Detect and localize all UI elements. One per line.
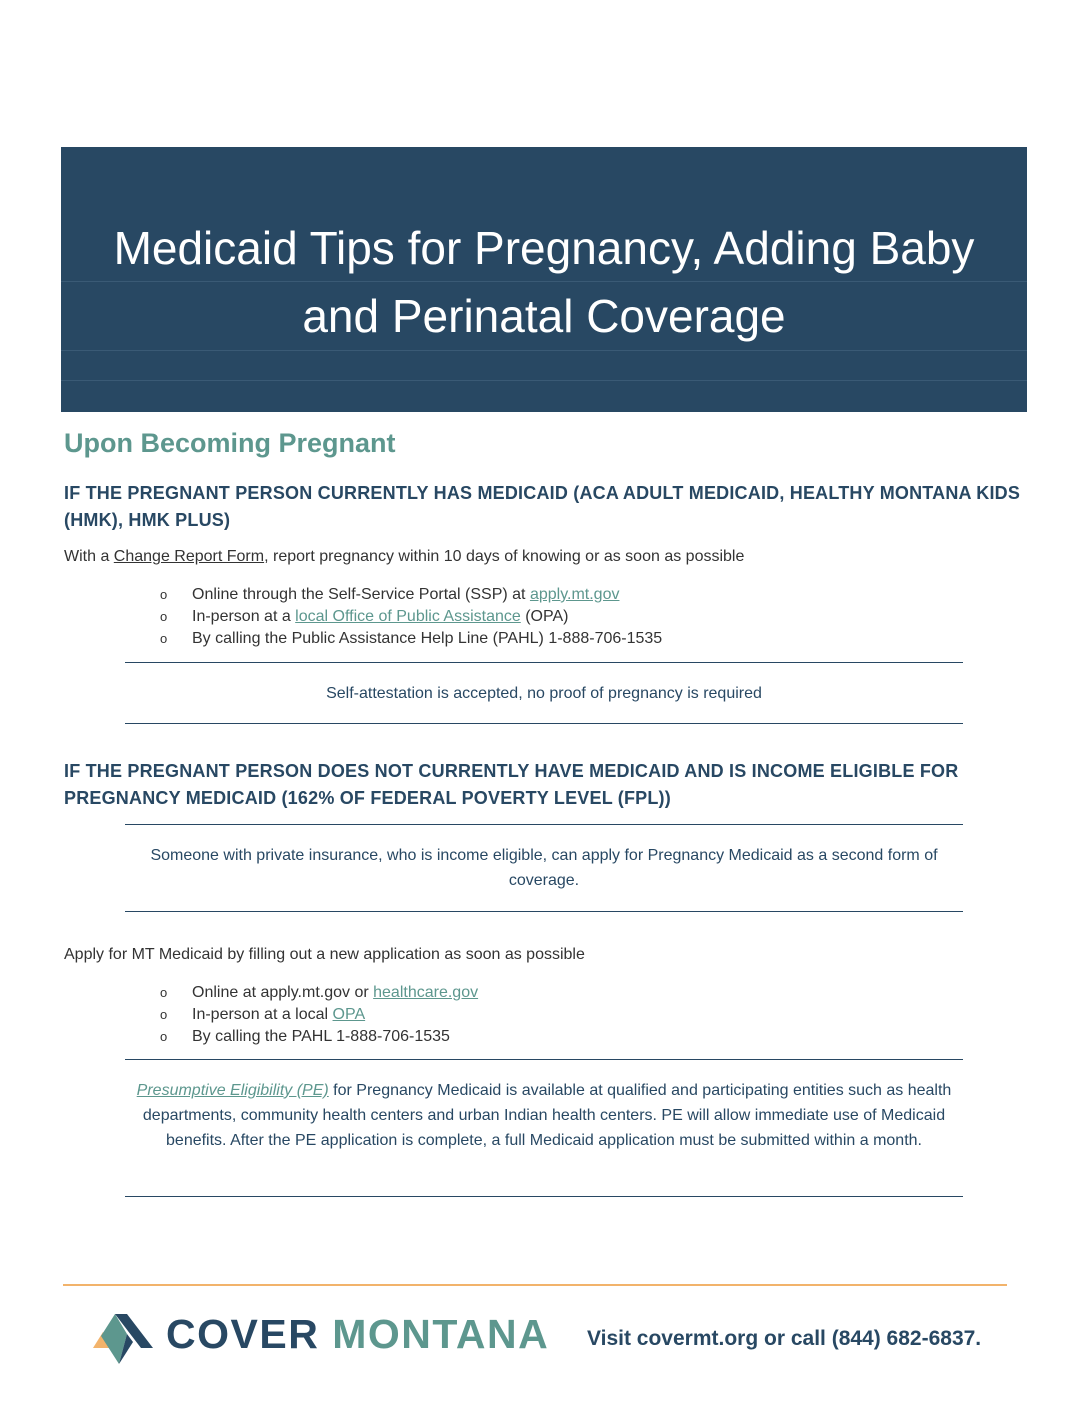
- change-report-intro: With a Change Report Form, report pregnancy within 10 days of knowing or as soon as possible: [64, 548, 745, 565]
- banner-divider: [61, 350, 1027, 351]
- cover-montana-logo-icon: [93, 1312, 153, 1364]
- apply-intro: Apply for MT Medicaid by filling out a new application as soon as possible: [64, 946, 585, 963]
- callout-rule: [125, 911, 963, 912]
- footer-contact: Visit covermt.org or call (844) 682-6837.: [587, 1327, 982, 1350]
- cover-montana-wordmark: [166, 1311, 549, 1358]
- bullet-icon: o: [160, 985, 168, 1000]
- list-item: o Online at apply.mt.gov or healthcare.gov: [160, 982, 478, 1004]
- healthcare-gov-link[interactable]: healthcare.gov: [373, 984, 479, 1001]
- list-item: o By calling the Public Assistance Help Line (PAHL) 1-888-706-1535: [160, 628, 662, 650]
- subsection-heading-no-medicaid: IF THE PREGNANT PERSON DOES NOT CURRENTLY HAVE MEDICAID AND IS INCOME ELIGIBLE FOR PREGNANCY MEDICAID (162% OF FEDERAL POVERTY LEVEL (FPL)): [64, 761, 959, 808]
- opa-link[interactable]: OPA: [332, 1006, 366, 1023]
- apply-mt-gov-link[interactable]: apply.mt.gov: [529, 586, 620, 603]
- callout-rule: [125, 1196, 963, 1197]
- local-opa-link[interactable]: local Office of Public Assistance: [295, 608, 521, 625]
- section-heading: Upon Becoming Pregnant: [64, 428, 396, 458]
- apply-methods-list: [160, 982, 478, 1048]
- callout-rule: [125, 824, 963, 825]
- brand-cover: COVER: [166, 1311, 320, 1357]
- private-insurance-note: Someone with private insurance, who is income eligible, can apply for Pregnancy Medicaid as a second form of coverage.: [150, 847, 938, 889]
- callout-rule: [125, 723, 963, 724]
- subsection-heading-has-medicaid: IF THE PREGNANT PERSON CURRENTLY HAS MEDICAID (ACA ADULT MEDICAID, HEALTHY MONTANA KIDS (HMK), HMK PLUS): [64, 483, 1021, 530]
- change-report-form-link[interactable]: Change Report Form: [113, 548, 265, 565]
- callout-rule: [125, 1059, 963, 1060]
- list-item: o In-person at a local Office of Public Assistance (OPA): [160, 606, 662, 628]
- list-item: o In-person at a local OPA: [160, 1004, 478, 1026]
- bullet-icon: o: [160, 587, 168, 602]
- presumptive-eligibility-note: Presumptive Eligibility (PE) for Pregnancy Medicaid is available at qualified and participating entities such as health departments, community health centers and urban Indian health centers. PE will allow immediate use of Medicaid benefits. After the PE application is complete, a full Medicaid application must be submitted within a month.: [136, 1082, 952, 1149]
- self-attestation-note: Self-attestation is accepted, no proof of pregnancy is required: [326, 685, 762, 702]
- page-title-line-1: Medicaid Tips for Pregnancy, Adding Baby: [113, 222, 975, 274]
- page-title-line-2: and Perinatal Coverage: [302, 290, 786, 342]
- brand-montana: MONTANA: [332, 1311, 550, 1357]
- report-methods-list: [160, 584, 662, 650]
- bullet-icon: o: [160, 1029, 168, 1044]
- presumptive-eligibility-link[interactable]: Presumptive Eligibility (PE): [136, 1082, 329, 1099]
- bullet-icon: o: [160, 1007, 168, 1022]
- list-item: o By calling the PAHL 1-888-706-1535: [160, 1026, 478, 1048]
- list-item: o Online through the Self-Service Portal (SSP) at apply.mt.gov: [160, 584, 662, 606]
- callout-rule: [125, 662, 963, 663]
- bullet-icon: o: [160, 609, 168, 624]
- page-title: [61, 214, 1027, 350]
- banner-divider: [61, 380, 1027, 381]
- footer-divider: [63, 1284, 1007, 1286]
- bullet-icon: o: [160, 631, 168, 646]
